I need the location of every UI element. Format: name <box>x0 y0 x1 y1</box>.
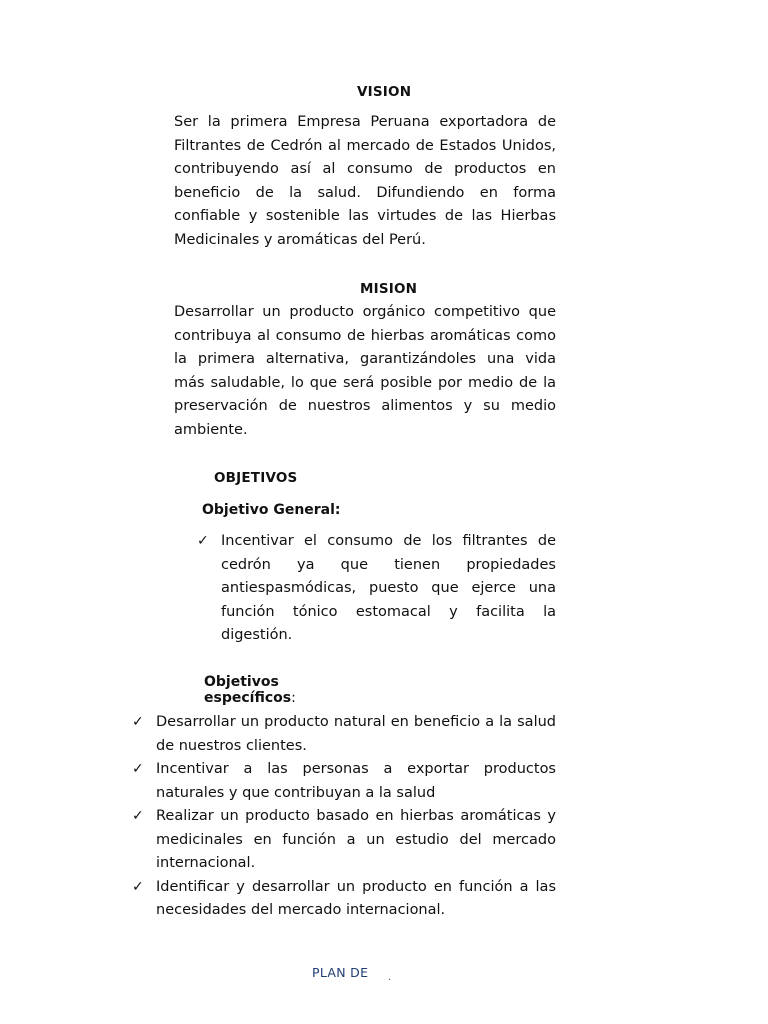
specific-objectives-colon: : <box>291 690 296 706</box>
list-item <box>132 711 556 758</box>
objectives-heading: OBJETIVOS <box>214 470 298 486</box>
specific-objective-text: Identificar y desarrollar un producto en función a las necesidades del mercado internacional. <box>156 878 556 918</box>
general-objective-heading: Objetivo General: <box>202 502 341 518</box>
checkmark-icon: ✓ <box>132 761 144 777</box>
list-item <box>132 805 556 876</box>
specific-objective-text: Incentivar a las personas a exportar productos naturales y que contribuyan a la salud <box>156 761 556 801</box>
mission-paragraph: Desarrollar un producto orgánico competitivo que contribuya al consumo de hierbas aromáticas como la primera alternativa, garantizándoles una vida más saludable, lo que será posible por medio de la preservación de nuestros alimentos y su medio ambiente. <box>174 304 556 438</box>
vision-heading: VISION <box>357 84 412 100</box>
specific-objective-text: Desarrollar un producto natural en beneficio a la salud de nuestros clientes. <box>156 714 556 754</box>
checkmark-icon: ✓ <box>197 533 209 549</box>
checkmark-icon: ✓ <box>132 878 144 895</box>
general-objectives-list <box>197 530 556 648</box>
footer-mark: . <box>388 972 392 983</box>
list-item <box>197 530 556 648</box>
specific-objectives-heading <box>204 674 314 706</box>
list-item <box>132 876 556 923</box>
specific-objectives-list <box>132 711 556 923</box>
checkmark-icon: ✓ <box>132 714 144 730</box>
vision-paragraph: Ser la primera Empresa Peruana exportadora de Filtrantes de Cedrón al mercado de Estados Unidos, contribuyendo así al consumo de productos en beneficio de la salud. Difundiendo en forma confiable y sostenible las virtudes de las Hierbas Medicinales y aromáticas del Perú. <box>174 114 556 248</box>
list-item <box>132 758 556 805</box>
mission-heading: MISION <box>360 281 418 297</box>
general-objective-text: Incentivar el consumo de los filtrantes de cedrón ya que tienen propiedades antiespasmódicas, puesto que ejerce una función tónico estomacal y facilita la digestión. <box>221 533 556 643</box>
checkmark-icon: ✓ <box>132 808 144 824</box>
specific-objectives-title: Objetivos específicos <box>204 674 292 706</box>
specific-objective-text: Realizar un producto basado en hierbas aromáticas y medicinales en función a un estudio del mercado internacional. <box>156 808 556 871</box>
footer-text: PLAN DE <box>312 965 369 980</box>
